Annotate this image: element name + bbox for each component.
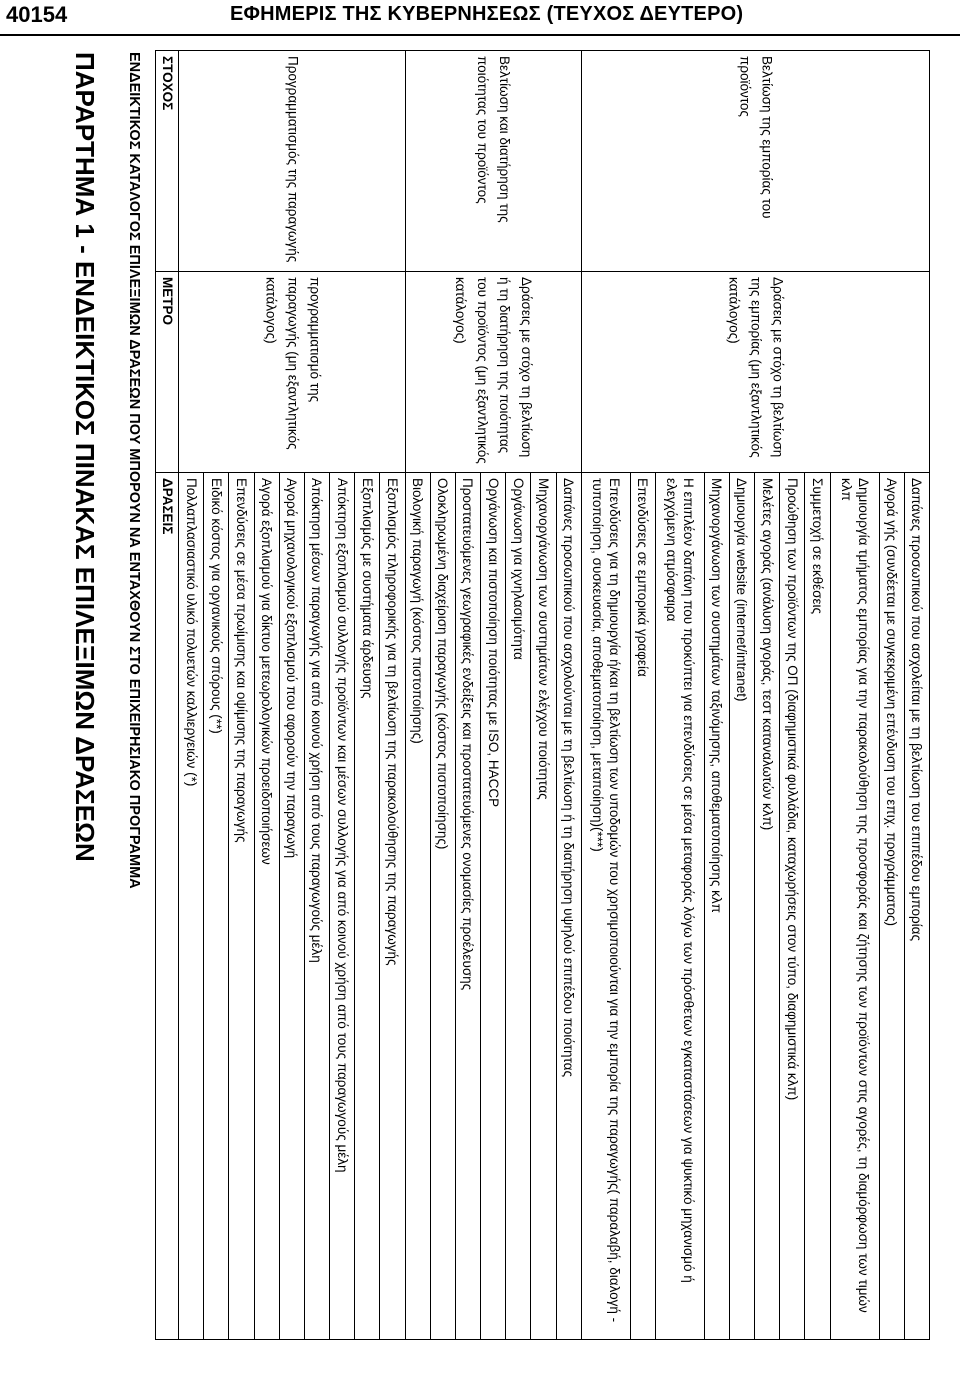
action-cell: Δημιουργία τμήματος εμπορίας για την παρακολούθηση της προσφοράς και ζήτησης των προϊόντων στις αγορές, τη διαμόρφωση των τιμών κλπ [830, 473, 879, 1340]
landscape-page [30, 42, 930, 1392]
page-header [0, 0, 960, 40]
action-cell: Μηχανοργάνωση των συστημάτων ελέγχου ποιότητας [531, 473, 556, 1340]
action-cell: Βιολογική παραγωγή (κόστος πιστοποίησης) [405, 473, 430, 1340]
action-cell: Επενδύσεις για τη δημιουργία ή/και τη βελτίωση των υποδομών που χρησιμοποιούνται για την εμπορία της παραγωγής( παραλαβή, διαλογή - τυποποίηση, συσκευασία, αποθεματοποίηση, μεταποίηση)(***) [581, 473, 630, 1340]
action-cell: Δαπάνες προσωπικού που ασχολείται με τη βελτίωση του επιπέδου εμπορίας [904, 473, 929, 1340]
action-cell: Προστατευόμενες γεωγραφικές ενδείξεις και προστατευόμενες ονομασίες προέλευσης [455, 473, 480, 1340]
action-cell: Επενδύσεις σε εμπορικά γραφεία [630, 473, 655, 1340]
goal-cell: Βελτίωση και διατήρηση της ποιότητας του προϊόντος [405, 51, 581, 272]
action-cell: Ειδικό κόστος για οργανικούς σπόρους (**) [204, 473, 229, 1340]
action-cell: Οργάνωση και πιστοποίηση ποιότητας με ISO, HACCP [481, 473, 506, 1340]
goal-cell: Βελτίωση της εμπορίας του προϊόντος [581, 51, 929, 272]
annex-title: ΠΑΡΑΡΤΗΜΑ 1 - ΕΝΔΕΙΚΤΙΚΟΣ ΠΙΝΑΚΑΣ ΕΠΙΛΕΞΙΜΩΝ ΔΡΑΣΕΩΝ [70, 52, 100, 862]
measure-cell: Δράσεις με στόχο τη βελτίωση της εμπορίας (μη εξαντλητικός κατάλογος) [581, 272, 929, 473]
action-cell: Συμμετοχή σε εκθέσεις [805, 473, 830, 1340]
action-cell: Δαπάνες προσωπικού που ασχολούνται με τη βελτίωση ή τη διατήρηση υψηλού επιπέδου ποιότητας [556, 473, 581, 1340]
annex-subtitle: ΕΝΔΕΙΚΤΙΚΟΣ ΚΑΤΑΛΟΓΟΣ ΕΠΙΛΕΞΙΜΩΝ ΔΡΑΣΕΩΝ ΠΟΥ ΜΠΟΡΟΥΝ ΝΑ ΕΝΤΑΧΘΟΥΝ ΣΤΟ ΕΠΙΧΕΙΡΗΣΙΑΚΟ ΠΡΟΓΡΑΜΜΑ [126, 52, 142, 889]
goal-cell: Προγραμματισμός της παραγωγής [179, 51, 406, 272]
page-number: 40154 [6, 2, 68, 27]
action-cell: Αγορά μηχανολογικού εξοπλισμού που αφορούν την παραγωγή [279, 473, 304, 1340]
gazette-title: ΕΦΗΜΕΡΙΣ ΤΗΣ ΚΥΒΕΡΝΗΣΕΩΣ (ΤΕΥΧΟΣ ΔΕΥΤΕΡΟ) [230, 3, 744, 25]
actions-table [155, 50, 930, 1340]
table-row [405, 51, 430, 1340]
table-header-row [156, 51, 179, 1340]
measure-cell: προγραμματισμό της παραγωγής (μη εξαντλητικός κατάλογος) [179, 272, 406, 473]
action-cell: Η επιπλέον δαπάνη που προκύπτει για επενδύσεις σε μέσα μεταφοράς λόγω των πρόσθετων εγκαταστάσεων για ψυκτικό μηχανισμό ή ελεγχόμενη ατμόσφαιρα [655, 473, 704, 1340]
header-rule [0, 34, 960, 36]
action-cell: Προώθηση των προϊόντων της ΟΠ (διαφημιστικά φυλλάδια, καταχωρήσεις στον τύπο, διαφημιστικά κλπ) [780, 473, 805, 1340]
action-cell: Επενδύσεις σε μέσα πρωίμισης και οψίμισης της παραγωγής [229, 473, 254, 1340]
action-cell: Οργάνωση για ιχνηλασιμότητα [506, 473, 531, 1340]
action-cell: Ολοκληρωμένη διαχείριση παραγωγής (κόστος πιστοποίησης) [430, 473, 455, 1340]
action-cell: Εξοπλισμός πληροφορικής για τη βελτίωση της παρακολούθησης της παραγωγής [380, 473, 405, 1340]
table-row [179, 51, 204, 1340]
action-cell: Μηχανοργάνωση των συστημάτων ταξινόμησης, αποθεματοποίησης κλπ [704, 473, 729, 1340]
action-cell: Μελέτες αγοράς (ανάλυση αγοράς, τεστ καταναλωτών κλπ) [755, 473, 780, 1340]
action-cell: Εξοπλισμός με συστήματα άρδευσης [355, 473, 380, 1340]
header-goal: ΣΤΟΧΟΣ [156, 51, 179, 272]
action-cell: Απόκτηση μέσων παραγωγής για από κοινού χρήση από τους παραγωγούς μέλη [304, 473, 329, 1340]
action-cell: Αγορά γής (συνδέεται με συγκεκριμένη επένδυση του επιχ. προγράμματος) [879, 473, 904, 1340]
measure-cell: Δράσεις με στόχο τη βελτίωση ή τη διατήρηση της ποιότητας του προϊόντος (μη εξαντλητικός κατάλογος) [405, 272, 581, 473]
action-cell: Αγορά εξοπλισμού για δίκτυο μετεωρολογικών προειδοποιήσεων [254, 473, 279, 1340]
action-cell: Δημιουργία website (internet/intranet) [729, 473, 754, 1340]
header-measure: ΜΕΤΡΟ [156, 272, 179, 473]
action-cell: Απόκτηση εξοπλισμού συλλογής προϊόντων και μέσων συλλογής για από κοινού χρήση από τους παραγωγούς μέλη [330, 473, 355, 1340]
header-actions: ΔΡΑΣΕΙΣ [156, 473, 179, 1340]
action-cell: Πολλαπλασιαστικό υλικό πολυετών καλλιεργειών (*) [179, 473, 204, 1340]
table-row [581, 51, 630, 1340]
